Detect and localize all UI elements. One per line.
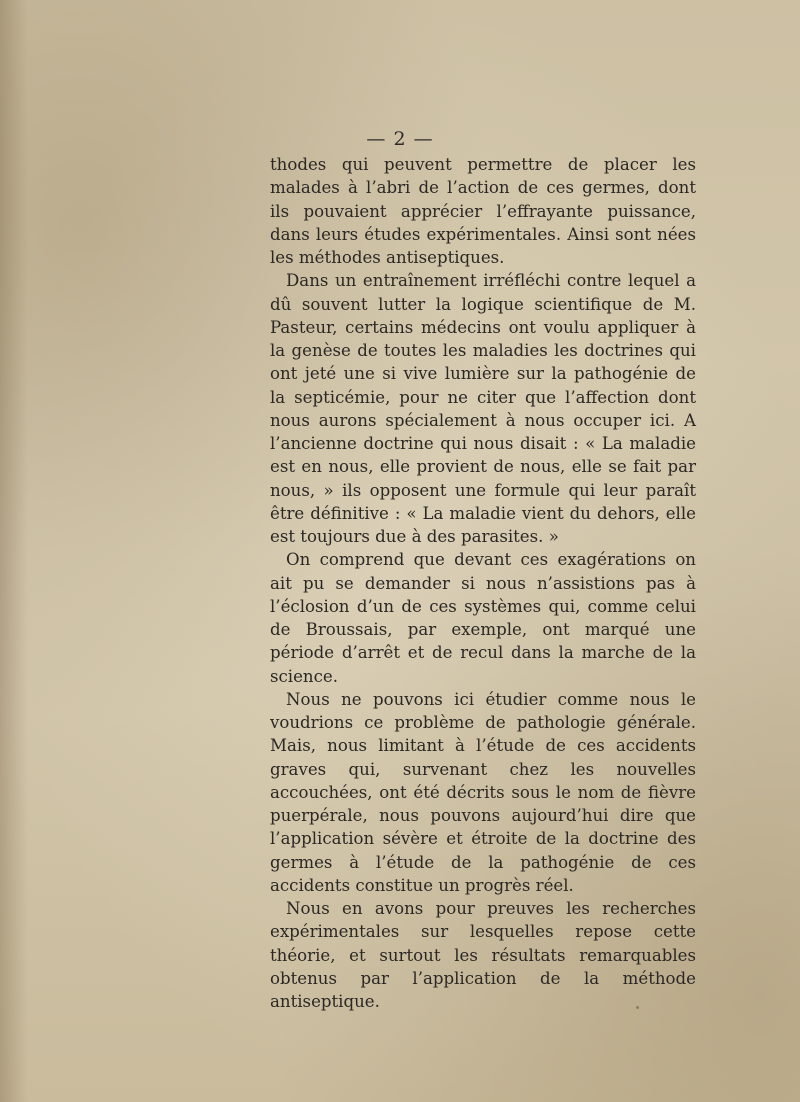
paragraph-puerperal-fever: Nous ne pouvons ici étudier comme nous le voudrions ce problème de pathologie générale. Mais, nous limitant à l’étude de ces accidents graves qui, survenant chez les nouvelles accouchées, ont été décrits sous le nom de fièvre puerpérale, nous pouvons aujourd’hui dire que l’application sévère et étroite de la doctrine des germes à l’étude de la pathogénie de ces accidents constitue un progrès réel. bbox=[270, 689, 696, 895]
page-number: — 2 — bbox=[366, 128, 434, 150]
paper-speck bbox=[636, 1006, 639, 1009]
paragraph-exaggerations: On comprend que devant ces exagérations on ait pu se demander si nous n’assistions pas à l’éclosion d’un de ces systèmes qui, comme celui de Broussais, par exemple, ont marqué une période d’arrêt et de recul dans la marche de la science. bbox=[270, 550, 696, 686]
paragraph-proofs: Nous en avons pour preuves les recherches expérimentales sur lesquelles repose cette théorie, et surtout les résultats remarquables obtenus par l’application de la méthode antiseptique. bbox=[270, 899, 696, 1011]
paragraph-pasteur: Dans un entraînement irréfléchi contre lequel a dû souvent lutter la logique scientifique de M. Pasteur, certains médecins ont voulu appliquer à la genèse de toutes les maladies les doctrines qui ont jeté une si vive lumière sur la pathogénie de la septicémie, pour ne citer que l’affection dont nous aurons spécialement à nous occuper ici. A l’ancienne doctrine qui nous disait : « La maladie est en nous, elle provient de nous, elle se fait par nous, » ils opposent une formule qui leur paraît être définitive : « La maladie vient du dehors, elle est toujours due à des parasites. » bbox=[270, 271, 696, 546]
body-text bbox=[270, 153, 696, 1013]
paragraph-continuation: thodes qui peuvent permettre de placer les malades à l’abri de l’action de ces germes, dont ils pouvaient apprécier l’effrayante puissance, dans leurs études expérimentales. Ainsi sont nées les méthodes antiseptiques. bbox=[270, 155, 696, 267]
page-edge-shadow bbox=[0, 0, 28, 1102]
